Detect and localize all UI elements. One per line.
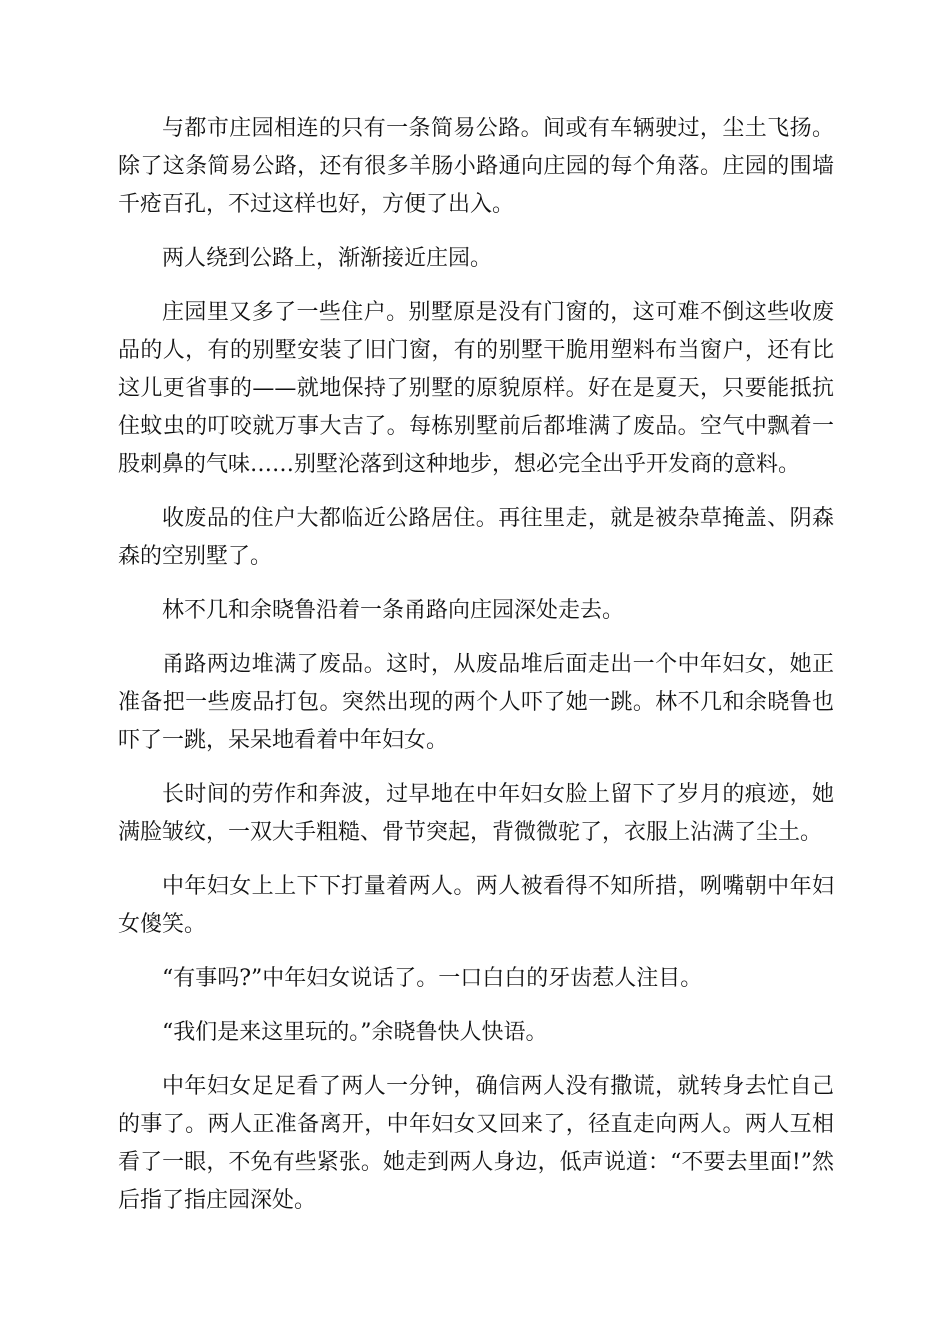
paragraph: 与都市庄园相连的只有一条简易公路。间或有车辆驶过，尘土飞扬。除了这条简易公路，还有很多羊肠小路通向庄园的每个角落。庄园的围墙千疮百孔，不过这样也好，方便了出入。 (118, 116, 834, 217)
paragraph: 庄园里又多了一些住户。别墅原是没有门窗的，这可难不倒这些收废品的人，有的别墅安装了旧门窗，有的别墅干脆用塑料布当窗户，还有比这儿更省事的——就地保持了别墅的原貌原样。好在是夏天，只要能抵抗住蚊虫的叮咬就万事大吉了。每栋别墅前后都堆满了废品。空气中飘着一股刺鼻的气味……别墅沦落到这种地步，想必完全出乎开发商的意料。 (118, 300, 834, 477)
paragraph: 林不几和余晓鲁沿着一条甬路向庄园深处走去。 (162, 598, 625, 623)
document-page (118, 110, 834, 1236)
paragraph: 长时间的劳作和奔波，过早地在中年妇女脸上留下了岁月的痕迹，她满脸皱纹，一双大手粗糙、骨节突起，背微微驼了，衣服上沾满了尘土。 (118, 782, 834, 845)
paragraph: 两人绕到公路上，渐渐接近庄园。 (162, 246, 493, 271)
paragraph: “我们是来这里玩的。”余晓鲁快人快语。 (162, 1020, 548, 1045)
paragraph: 甬路两边堆满了废品。这时，从废品堆后面走出一个中年妇女，她正准备把一些废品打包。突然出现的两个人吓了她一跳。林不几和余晓鲁也吓了一跳，呆呆地看着中年妇女。 (118, 652, 834, 753)
paragraph: “有事吗?”中年妇女说话了。一口白白的牙齿惹人注目。 (162, 966, 703, 991)
paragraph: 收废品的住户大都临近公路居住。再往里走，就是被杂草掩盖、阴森森的空别墅了。 (118, 506, 834, 569)
paragraph: 中年妇女上上下下打量着两人。两人被看得不知所措，咧嘴朝中年妇女傻笑。 (118, 874, 834, 937)
paragraph: 中年妇女足足看了两人一分钟，确信两人没有撒谎，就转身去忙自己的事了。两人正准备离开，中年妇女又回来了，径直走向两人。两人互相看了一眼，不免有些紧张。她走到两人身边，低声说道：“不要去里面!”然后指了指庄园深处。 (118, 1074, 834, 1213)
